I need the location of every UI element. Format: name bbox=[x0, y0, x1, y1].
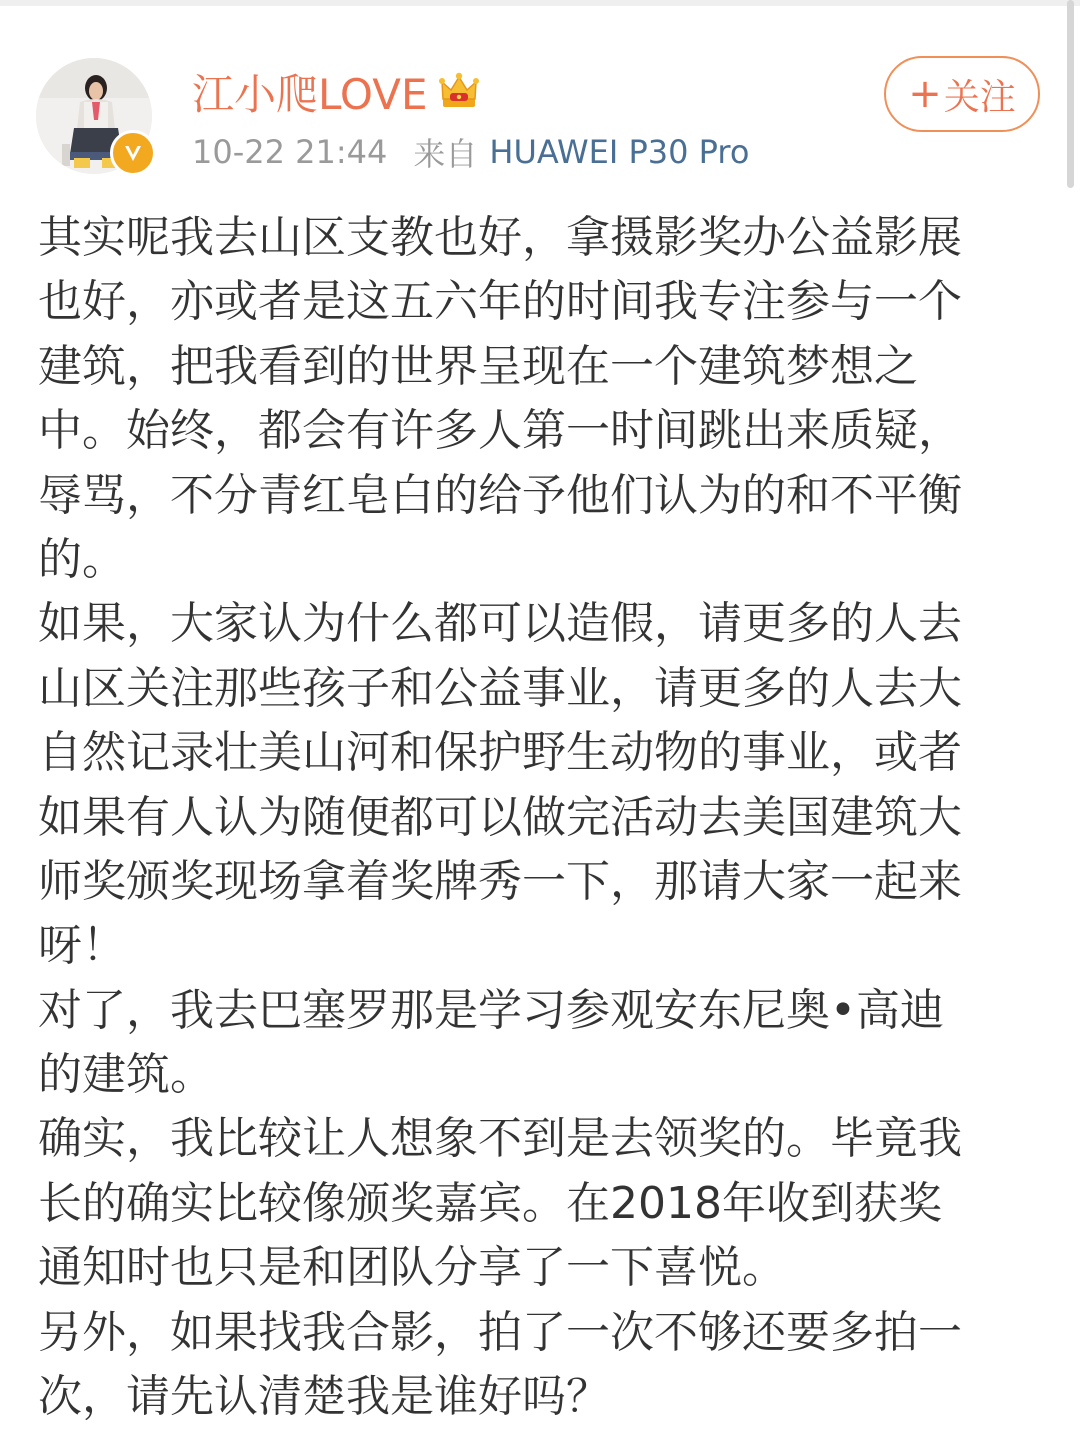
post-text-line: 其实呢我去山区支教也好，拿摄影奖办公益影展 bbox=[38, 212, 962, 263]
post-text-line: 如果有人认为随便都可以做完活动去美国建筑大 bbox=[38, 791, 962, 843]
post-text-line: 另外，如果找我合影，拍了一次不够还要多拍一 bbox=[38, 1306, 962, 1358]
post-text-line: 建筑，把我看到的世界呈现在一个建筑梦想之 bbox=[38, 340, 918, 392]
post-text-line: 长的确实比较像颁奖嘉宾。在2018年收到获奖 bbox=[38, 1177, 942, 1229]
post-text-line: 次，请先认清楚我是谁好吗？ bbox=[38, 1371, 610, 1423]
post-timestamp: 10-22 21:44 bbox=[192, 133, 388, 171]
verified-icon bbox=[110, 130, 156, 176]
post-text-line: 的。 bbox=[38, 533, 126, 585]
device-link[interactable]: HUAWEI P30 Pro bbox=[489, 133, 750, 171]
post-text-line: 自然记录壮美山河和保护野生动物的事业，或者 bbox=[38, 727, 962, 779]
post-text-line: 的建筑。 bbox=[38, 1049, 214, 1101]
post-body bbox=[38, 206, 1048, 1429]
avatar-container[interactable] bbox=[36, 58, 152, 174]
post-text-line: 对了，我去巴塞罗那是学习参观安东尼奥•高迪 bbox=[38, 984, 944, 1036]
plus-icon: + bbox=[908, 71, 942, 117]
follow-button[interactable] bbox=[884, 56, 1040, 132]
source-label: 来自 bbox=[413, 135, 478, 173]
post-text-line: 通知时也只是和团队分享了一下喜悦。 bbox=[38, 1242, 786, 1294]
top-divider bbox=[0, 0, 1080, 6]
post-text-line: 师奖颁奖现场拿着奖牌秀一下，那请大家一起来 bbox=[38, 855, 962, 907]
crown-icon[interactable] bbox=[436, 69, 482, 115]
post-meta bbox=[192, 130, 749, 174]
post-text-line: 山区关注那些孩子和公益事业，请更多的人去大 bbox=[38, 662, 962, 714]
post-text-line: 辱骂，不分青红皂白的给予他们认为的和不平衡 bbox=[38, 469, 962, 521]
post-text-line: 确实，我比较让人想象不到是去领奖的。毕竟我 bbox=[38, 1113, 962, 1165]
username-link[interactable]: 江小爬LOVE bbox=[192, 70, 428, 119]
username-row bbox=[192, 62, 482, 122]
scrollbar[interactable] bbox=[1067, 0, 1074, 188]
post-text-line: 中。始终，都会有许多人第一时间跳出来质疑， bbox=[38, 405, 962, 457]
follow-label: 关注 bbox=[943, 76, 1016, 118]
post-text-line: 呀！ bbox=[38, 920, 126, 972]
post-text-line: 也好，亦或者是这五六年的时间我专注参与一个 bbox=[38, 276, 962, 328]
post-text-line: 如果，大家认为什么都可以造假，请更多的人去 bbox=[38, 598, 962, 650]
